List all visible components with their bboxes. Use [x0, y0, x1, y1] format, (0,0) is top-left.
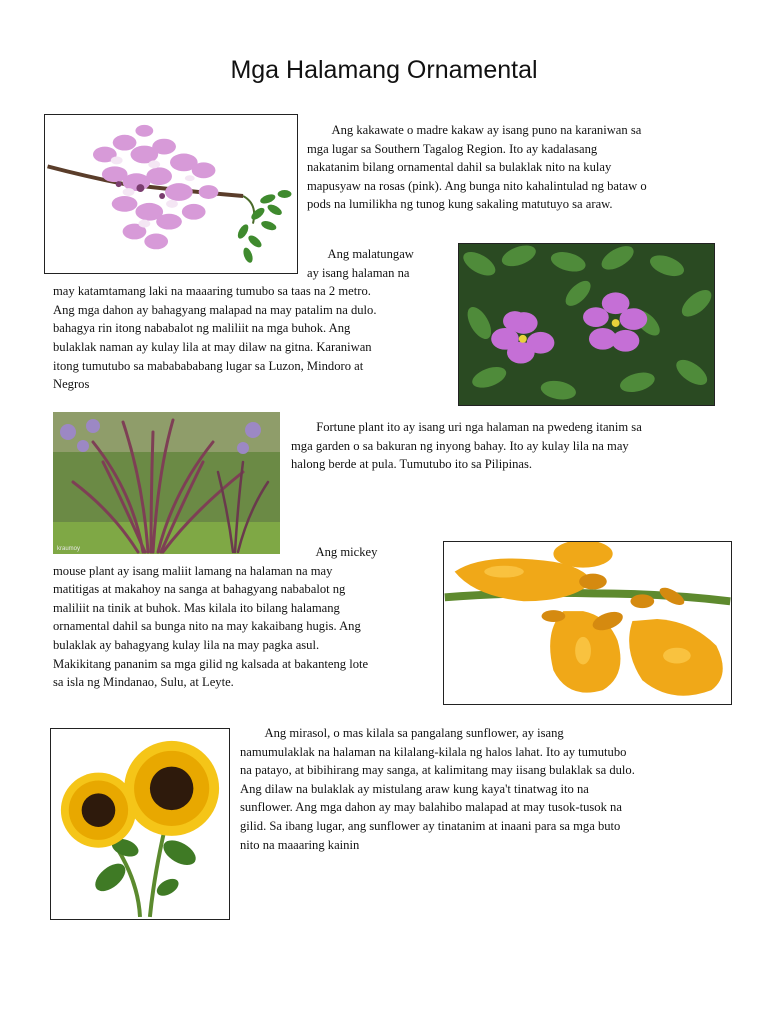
text-line: Fortune plant ito ay isang uri nga halaman na pwedeng itanim sa [291, 420, 642, 434]
fortune-plant-description [291, 418, 642, 474]
sunflower-photo [50, 728, 230, 920]
kakawate-description [307, 121, 647, 214]
text-line: ornamental dahil sa bunga nito na may kakaibang hugis. Ang [53, 619, 361, 634]
text-line: ay isang halaman na [307, 265, 410, 280]
text-line: Ang kakawate o madre kakaw ay isang puno na karaniwan sa [307, 123, 642, 137]
malatungaw-description [53, 245, 414, 394]
text-line: Makikitang pananim sa mga gilid ng kalsada at bakanteng lote [53, 656, 369, 671]
page-title: Mga Halamang Ornamental [230, 56, 538, 84]
text-line: Ang mga dahon ay bahagyang malapad na may patalim na dulo. [53, 302, 377, 317]
mickey-mouse-fruit-illustration [444, 542, 731, 704]
text-line: gilid. Sa ibang lugar, ang sunflower ay tinatanim at inaani para sa mga buto [240, 818, 621, 833]
fortune-plant-illustration [53, 412, 280, 554]
text-line: Ang mirasol, o mas kilala sa pangalang sunflower, ay isang [240, 726, 564, 740]
text-line: pods na lumilikha ng tunog kung sakaling matutuyo sa araw. [307, 197, 613, 212]
text-line: mga garden o sa bakuran ng inyong bahay. Ito ay kulay lila na may [291, 438, 629, 453]
fortune-plant-photo [53, 412, 280, 554]
text-line: Negros [53, 377, 90, 392]
photo-credit: kraumoy [57, 546, 81, 552]
mickey-mouse-plant-description [53, 543, 377, 692]
text-line: bulaklak naman ay kulay lila at may dilaw na gitna. Karaniwan [53, 339, 372, 354]
text-line: halong berde at pula. Tumutubo ito sa Pilipinas. [291, 457, 533, 472]
text-line: maliliit na tinik at buhok. Mas kilala ito bilang halamang [53, 600, 340, 615]
text-line: nakatanim bilang ornamental dahil sa bulaklak nito na kulay [307, 160, 612, 175]
sunflower-illustration [51, 729, 229, 919]
malatungaw-photo [458, 243, 715, 406]
text-line: nito na maaaring kainin [240, 837, 360, 852]
text-line: Ang dilaw na bulaklak ay mistulang araw kung kaya't tinatwag ito na [240, 781, 589, 796]
text-line: sa isla ng Mindanao, Sulu, at Leyte. [53, 675, 234, 690]
text-line: mapusyaw na rosas (pink). Ang bunga nito kahalintulad ng bataw o [307, 178, 647, 193]
malatungaw-flower-illustration [459, 244, 714, 405]
text-line: mga lugar sa Southern Tagalog Region. Ito ay kadalasang [307, 141, 598, 156]
text-line: may katamtamang laki na maaaring tumubo sa taas na 2 metro. [53, 284, 371, 299]
text-line: bulaklak ay bahagyang kulay lila na may pagka asul. [53, 637, 320, 652]
text-line: na patayo, at bibihirang may sanga, at kalimitang may iisang bulaklak sa dulo. [240, 763, 635, 778]
text-line: mouse plant ay isang maliit lamang na halaman na may [53, 563, 333, 578]
text-line: namumulaklak na halaman na kilalang-kilala ng halos lahat. Ito ay tumutubo [240, 744, 627, 759]
text-line: Ang malatungaw [303, 247, 414, 261]
sunflower-description [240, 724, 635, 854]
mickey-mouse-plant-photo [443, 541, 732, 705]
text-line: bahagya rin itong nababalot ng maliliit na mga buhok. Ang [53, 321, 351, 336]
text-line: Ang mickey [291, 545, 378, 559]
text-line: itong tumutubo sa mababababang lugar sa Luzon, Mindoro at [53, 358, 364, 373]
text-line: matitigas at makahoy na sanga at bahagyang nababalot ng [53, 582, 346, 597]
text-line: sunflower. Ang mga dahon ay may balahibo malapad at may tusok-tusok na [240, 800, 622, 815]
